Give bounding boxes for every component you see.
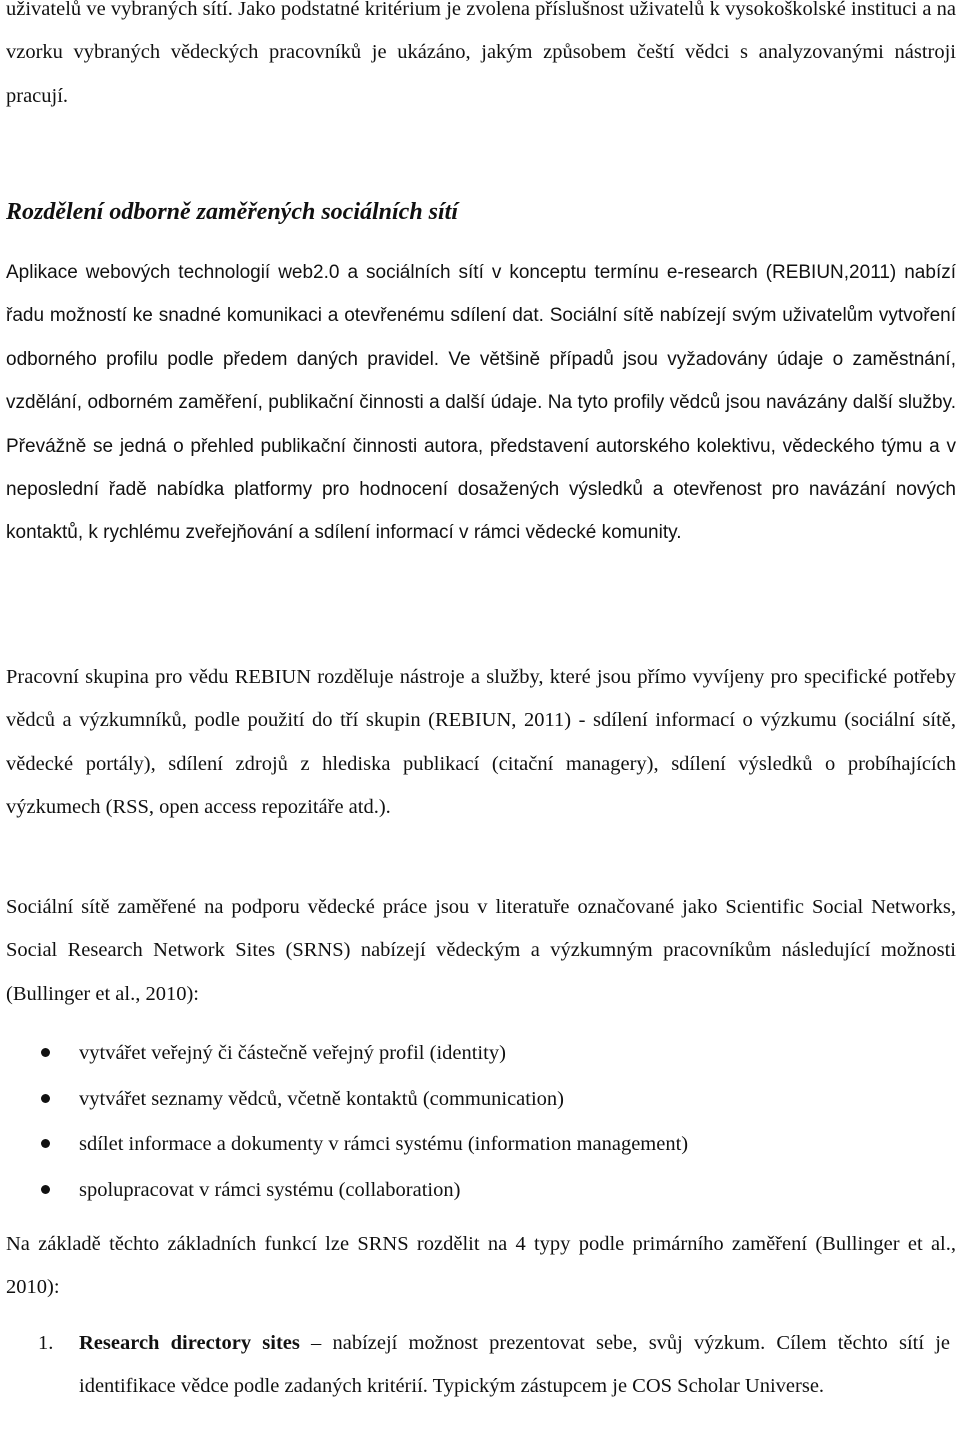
- paragraph-web20: Aplikace webových technologií web2.0 a sociálních sítí v konceptu termínu e-research (REBIUN,2011) nabízí řadu možností ke snadné komunikaci a otevřenému sdílení dat. Sociální sítě nabízejí svým uživatelům vytvoření odborného profilu podle předem daných pravidel. Ve většině případů jsou vyžadovány údaje o zaměstnání, vzdělání, odborném zaměření, publikační činnosti a další údaje. Na tyto profily vědců jsou navázány další služby. Převážně se jedná o přehled publikační činnosti autora, představení autorského kolektivu, vědeckého týmu a v neposlední řadě nabídka platformy pro hodnocení dosažených výsledků a otevřenost pro navázání nových kontaktů, k rychlému zveřejňování a sdílení informací v rámci vědecké komunity.: [6, 262, 956, 544]
- type-description: – nabízejí možnost prezentovat sebe, svůj výzkum. Cílem těchto sítí je identifikace vědce podle zadaných kritérií. Typickým zástupcem je COS Scholar Universe.: [79, 1332, 951, 1398]
- section-heading: Rozdělení odborně zaměřených sociálních sítí: [6, 199, 459, 225]
- list-item: spolupracovat v rámci systému (collaboration): [0, 1168, 950, 1214]
- capabilities-list: [0, 1031, 950, 1213]
- bullet-dot: [41, 1048, 50, 1057]
- list-item: sdílet informace a dokumenty v rámci systému (information management): [0, 1122, 950, 1168]
- bullet-dot: [41, 1185, 50, 1194]
- paragraph-types-intro: Na základě těchto základních funkcí lze SRNS rozdělit na 4 typy podle primárního zaměření (Bullinger et al., 2010):: [6, 1233, 956, 1299]
- list-item-body: [79, 1322, 950, 1409]
- paragraph-rebiun: Pracovní skupina pro vědu REBIUN rozděluje nástroje a služby, které jsou přímo vyvíjeny pro specifické potřeby vědců a výzkumníků, podle použití do tří skupin (REBIUN, 2011) - sdílení informací o výzkumu (sociální sítě, vědecké portály), sdílení zdrojů z hlediska publikací (citační managery), sdílení výsledků o probíhajících výzkumech (RSS, open access repozitáře atd.).: [6, 666, 956, 819]
- type-term: Research directory sites: [79, 1332, 300, 1354]
- list-item: vytvářet veřejný či částečně veřejný profil (identity): [0, 1031, 950, 1077]
- list-number: 1.: [38, 1332, 54, 1354]
- paragraph-srns: Sociální sítě zaměřené na podporu vědecké práce jsou v literatuře označované jako Scientific Social Networks, Social Research Network Sites (SRNS) nabízejí vědeckým a výzkumným pracovníkům následující možnosti (Bullinger et al., 2010):: [6, 896, 956, 1005]
- bullet-dot: [41, 1094, 50, 1103]
- intro-paragraph: uživatelů ve vybraných sítí. Jako podstatné kritérium je zvolena příslušnost uživatelů k vysokoškolské instituci a na vzorku vybraných vědeckých pracovníků je ukázáno, jakým způsobem čeští vědci s analyzovanými nástroji pracují.: [6, 0, 956, 107]
- list-item: vytvářet seznamy vědců, včetně kontaktů (communication): [0, 1077, 950, 1123]
- bullet-dot: [41, 1139, 50, 1148]
